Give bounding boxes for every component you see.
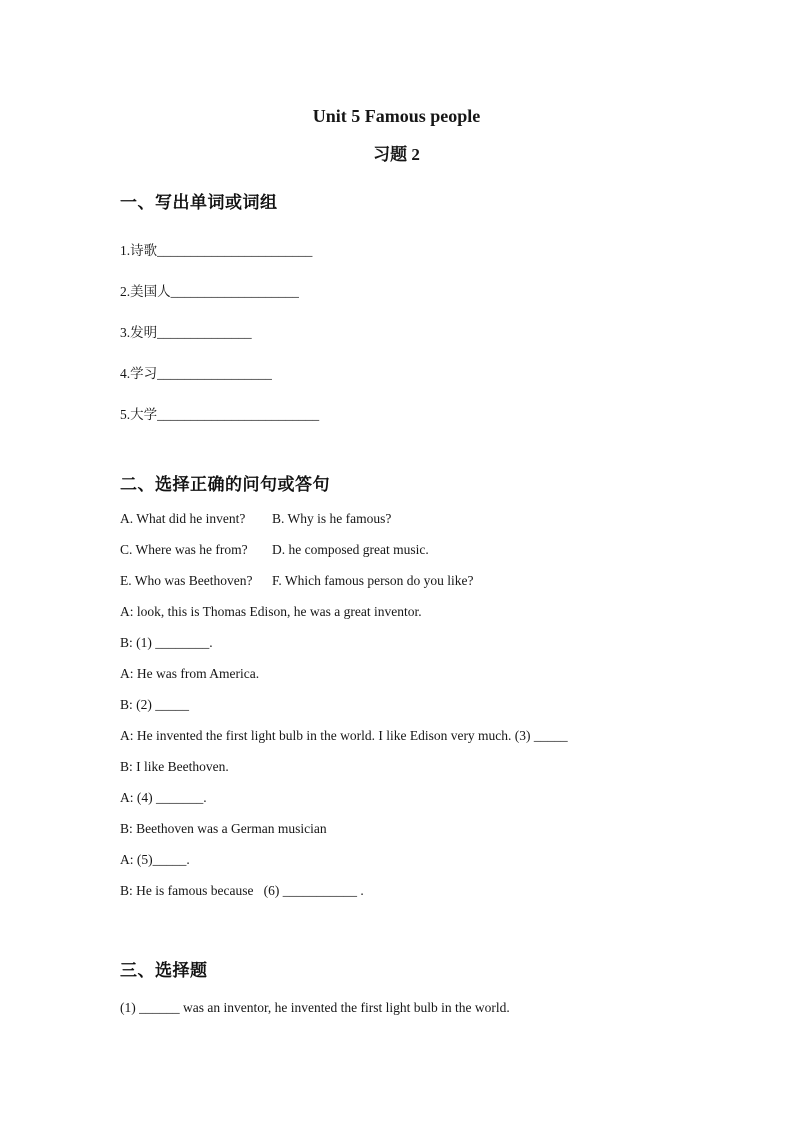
option-row (120, 511, 693, 527)
option-f: F. Which famous person do you like? (272, 573, 474, 588)
word-item-poem: 1.诗歌_______________________ (120, 243, 313, 258)
dialog-line: B: (2) _____ (120, 697, 189, 712)
option-b: B. Why is he famous? (272, 511, 392, 526)
dialog-line: B: Beethoven was a German musician (120, 821, 327, 836)
dialog-line: A: He invented the first light bulb in the world. I like Edison very much. (3) _____ (120, 728, 568, 743)
option-c: C. Where was he from? (120, 542, 248, 557)
multiple-choice-list (120, 1000, 693, 1016)
dialog-line: A: (5)_____. (120, 852, 190, 867)
mc-question-1: (1) ______ was an inventor, he invented the first light bulb in the world. (120, 1000, 510, 1015)
dialog-line: A: (4) _______. (120, 790, 207, 805)
option-rows (120, 511, 693, 589)
word-item-invent: 3.发明______________ (120, 325, 252, 340)
word-list (120, 243, 693, 423)
section-one-heading: 一、写出单词或词组 (120, 193, 278, 213)
dialog-line: B: He is famous because (6) ___________ . (120, 883, 364, 898)
dialog (120, 604, 693, 899)
option-e: E. Who was Beethoven? (120, 573, 253, 588)
option-row (120, 573, 693, 589)
dialog-line: A: He was from America. (120, 666, 260, 681)
word-item-american: 2.美国人___________________ (120, 284, 299, 299)
dialog-line: B: I like Beethoven. (120, 759, 229, 774)
worksheet-title: Unit 5 Famous people (312, 106, 481, 126)
option-d: D. he composed great music. (272, 542, 429, 557)
section-three-heading: 三、选择题 (120, 961, 208, 981)
dialog-line: A: look, this is Thomas Edison, he was a great inventor. (120, 604, 422, 619)
option-a: A. What did he invent? (120, 511, 246, 526)
word-item-study: 4.学习_________________ (120, 366, 272, 381)
option-row (120, 542, 693, 558)
section-two-heading: 二、选择正确的问句或答句 (120, 475, 330, 495)
word-item-university: 5.大学________________________ (120, 407, 320, 422)
worksheet-subtitle: 习题 2 (373, 145, 420, 164)
dialog-line: B: (1) ________. (120, 635, 213, 650)
